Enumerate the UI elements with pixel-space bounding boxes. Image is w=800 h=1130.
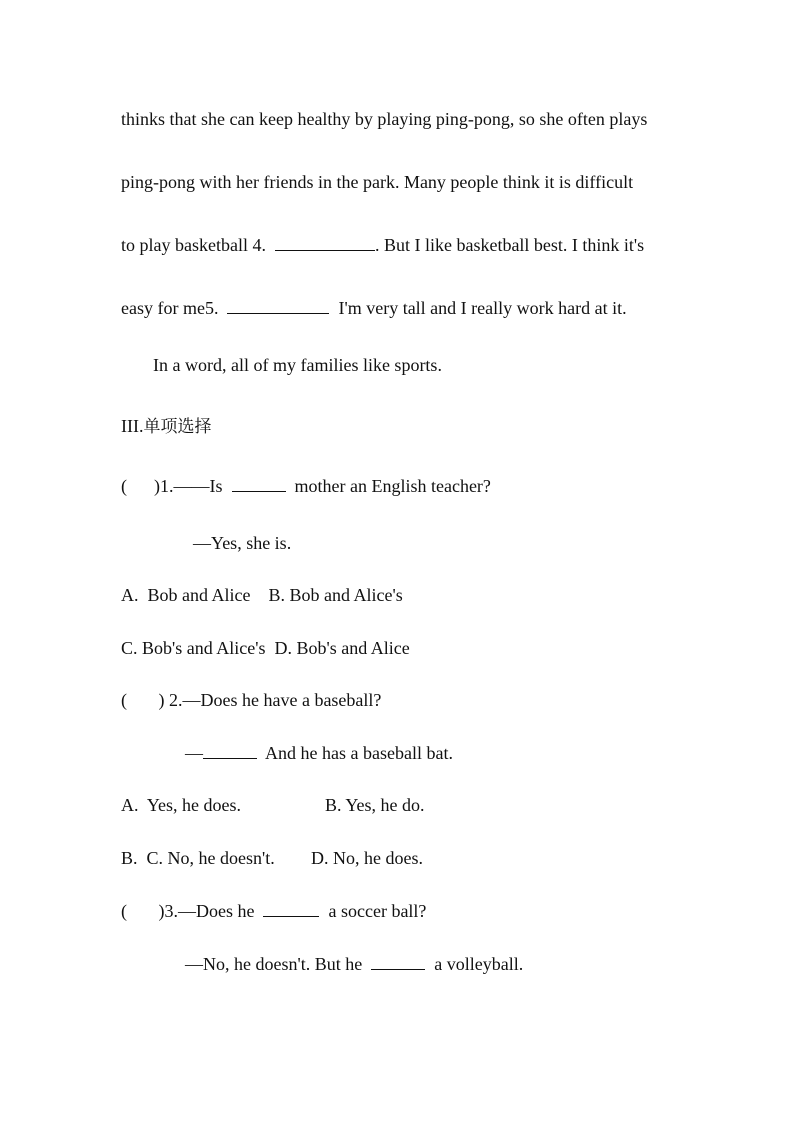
blank-4[interactable] xyxy=(275,234,375,251)
question-2-answer xyxy=(185,741,453,765)
blank-5[interactable] xyxy=(227,297,329,314)
blank-q3a[interactable] xyxy=(263,900,319,917)
question-3 xyxy=(121,899,426,923)
question-2-option-a: A. Yes, he does. xyxy=(121,795,242,815)
section-roman: III. xyxy=(121,416,144,436)
question-3-answer-pre: —No, he doesn't. But he xyxy=(185,954,363,974)
question-2-answer-pre: — xyxy=(185,743,203,763)
question-1-answer: —Yes, she is. xyxy=(193,533,292,553)
question-2-option-bc: B. C. No, he doesn't. xyxy=(121,848,275,868)
question-1-options-ab: A. Bob and Alice B. Bob and Alice's xyxy=(121,585,403,605)
question-2: ( ) 2.—Does he have a baseball? xyxy=(121,690,382,710)
question-2-option-b: B. Yes, he do. xyxy=(325,795,425,815)
question-1-options-cd: C. Bob's and Alice's D. Bob's and Alice xyxy=(121,638,410,658)
blank-q2[interactable] xyxy=(203,742,257,759)
section-heading xyxy=(121,414,211,439)
question-2-answer-post: And he has a baseball bat. xyxy=(265,743,453,763)
passage-line-4 xyxy=(121,296,627,320)
question-1-prefix: ( )1.——Is xyxy=(121,476,223,496)
passage-line-4-post: I'm very tall and I really work hard at it. xyxy=(338,298,627,318)
question-1-post: mother an English teacher? xyxy=(294,476,491,496)
passage-line-3 xyxy=(121,233,644,257)
question-1 xyxy=(121,474,491,498)
blank-q1[interactable] xyxy=(232,475,286,492)
blank-q3b[interactable] xyxy=(371,953,425,970)
passage-line-3-pre: to play basketball 4. xyxy=(121,235,266,255)
question-2-option-d: D. No, he does. xyxy=(311,848,423,868)
question-3-answer xyxy=(185,952,523,976)
passage-line-1: thinks that she can keep healthy by playing ping-pong, so she often plays xyxy=(121,109,648,129)
passage-line-3-post: . But I like basketball best. I think it's xyxy=(374,235,645,255)
question-3-answer-post: a volleyball. xyxy=(434,954,524,974)
passage-line-4-pre: easy for me5. xyxy=(121,298,219,318)
passage-line-5: In a word, all of my families like sports. xyxy=(153,355,442,375)
question-3-post: a soccer ball? xyxy=(328,901,427,921)
passage-line-2: ping-pong with her friends in the park. Many people think it is difficult xyxy=(121,172,634,192)
section-title: 单项选择 xyxy=(143,417,212,437)
question-3-prefix: ( )3.—Does he xyxy=(121,901,255,921)
